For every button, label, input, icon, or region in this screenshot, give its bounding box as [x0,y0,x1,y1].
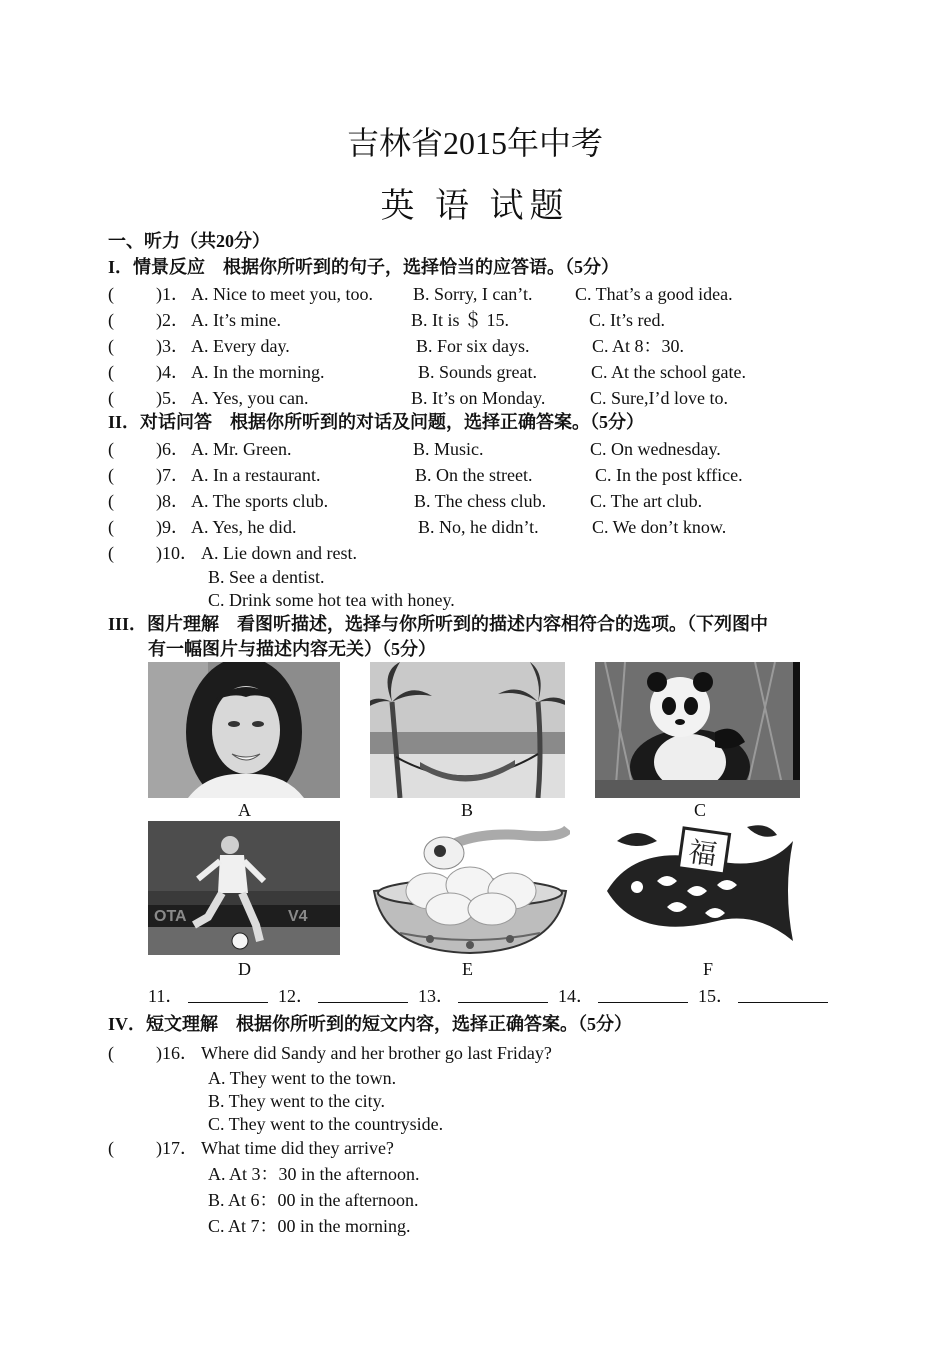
soccer-player-icon [148,821,340,955]
answer-paren: ( [108,310,114,330]
option-a: A. Mr. Green. [191,439,292,459]
picture-label-c: C [694,800,707,820]
page-title: 吉林省2015年中考 [346,125,603,161]
option-c: C. The art club. [590,491,703,511]
option-b: B. No, he didn’t. [418,517,539,537]
blank-label: 15． [698,986,734,1006]
option-c: C. At 8：30. [592,336,685,356]
option-b: B. It is ＄ 15. [411,310,510,330]
option-a: A. In a restaurant. [191,465,321,485]
option-a: A. It’s mine. [191,310,281,330]
section-3-heading-line1: III．图片理解 看图听描述，选择与你所听到的描述内容相符合的选项。（下列图中 [108,614,769,634]
section-1-heading: I．情景反应 根据你所听到的句子，选择恰当的应答语。（5分） [108,257,620,277]
answer-blank-14[interactable] [598,986,688,1003]
option-a: A. Lie down and rest. [201,543,357,563]
option-b: B. The chess club. [414,491,547,511]
option-c: C. We don’t know. [592,517,727,537]
answer-blank-12[interactable] [318,986,408,1003]
option-c: C. They went to the countryside. [208,1114,444,1134]
picture-label-b: B [461,800,474,820]
answer-paren: ( [108,336,114,356]
picture-label-d: D [238,959,251,979]
question-number: )17． [156,1138,198,1158]
blank-label: 13． [418,986,454,1006]
question-stem: Where did Sandy and her brother go last Friday? [201,1043,552,1063]
option-a: A. In the morning. [191,362,325,382]
answer-paren: ( [108,1138,114,1158]
option-c: C. That’s a good idea. [575,284,733,304]
fish-papercut-icon [597,821,797,955]
option-c: C. It’s red. [589,310,665,330]
part-heading: 一、听力（共20分） [108,231,270,251]
question-number: )9． [156,517,189,537]
option-a: A. Yes, you can. [191,388,309,408]
question-number: )4． [156,362,189,382]
option-b: B. At 6：00 in the afternoon. [208,1190,419,1210]
option-c: C. On wednesday. [590,439,721,459]
question-number: )3． [156,336,189,356]
svg-text:V4: V4 [288,908,308,925]
answer-paren: ( [108,284,114,304]
section-4-heading: IV．短文理解 根据你所听到的短文内容，选择正确答案。（5分） [108,1014,633,1034]
option-b: B. See a dentist. [208,567,325,587]
answer-blank-15[interactable] [738,986,828,1003]
beach-hammock-icon [370,662,565,798]
tangyuan-bowl-icon [370,821,570,955]
answer-paren: ( [108,388,114,408]
option-b: B. Sounds great. [418,362,537,382]
answer-paren: ( [108,465,114,485]
option-a: A. Nice to meet you, too. [191,284,373,304]
answer-blank-13[interactable] [458,986,548,1003]
question-stem: What time did they arrive? [201,1138,394,1158]
option-c: C. In the post kffice. [595,465,743,485]
answer-paren: ( [108,362,114,382]
option-b: B. For six days. [416,336,530,356]
section-3-heading-line2: 有一幅图片与描述内容无关）（5分） [148,639,436,659]
answer-paren: ( [108,517,114,537]
option-c: C. Sure,I’d love to. [590,388,728,408]
question-number: )10． [156,543,198,563]
answer-blank-11[interactable] [188,986,268,1003]
option-b: B. On the street. [415,465,533,485]
picture-label-a: A [238,800,251,820]
fu-character: 福 [686,835,719,872]
answer-paren: ( [108,1043,114,1063]
question-number: )16． [156,1043,198,1063]
question-number: )5． [156,388,189,408]
panda-icon [595,662,800,798]
option-a: A. The sports club. [191,491,329,511]
blank-label: 12． [278,986,314,1006]
question-number: )1． [156,284,189,304]
blank-label: 14． [558,986,594,1006]
page-subtitle: 英 语 试题 [380,188,570,225]
picture-label-e: E [462,959,473,979]
blank-label: 11． [148,986,184,1006]
section-2-heading: II．对话问答 根据你所听到的对话及问题，选择正确答案。（5分） [108,412,645,432]
picture-label-f: F [703,959,714,979]
answer-paren: ( [108,439,114,459]
option-a: A. They went to the town. [208,1068,397,1088]
woman-portrait-icon [148,662,340,798]
option-a: A. At 3：30 in the afternoon. [208,1164,420,1184]
option-c: C. At 7：00 in the morning. [208,1216,411,1236]
svg-text:OTA: OTA [154,908,187,925]
question-number: )8． [156,491,189,511]
answer-paren: ( [108,543,114,563]
option-c: C. Drink some hot tea with honey. [208,590,455,610]
question-number: )7． [156,465,189,485]
option-b: B. Sorry, I can’t. [413,284,533,304]
option-b: B. It’s on Monday. [411,388,546,408]
option-c: C. At the school gate. [591,362,746,382]
question-number: )6． [156,439,189,459]
question-number: )2． [156,310,189,330]
option-b: B. Music. [413,439,484,459]
option-b: B. They went to the city. [208,1091,385,1111]
option-a: A. Yes, he did. [191,517,297,537]
answer-paren: ( [108,491,114,511]
option-a: A. Every day. [191,336,290,356]
